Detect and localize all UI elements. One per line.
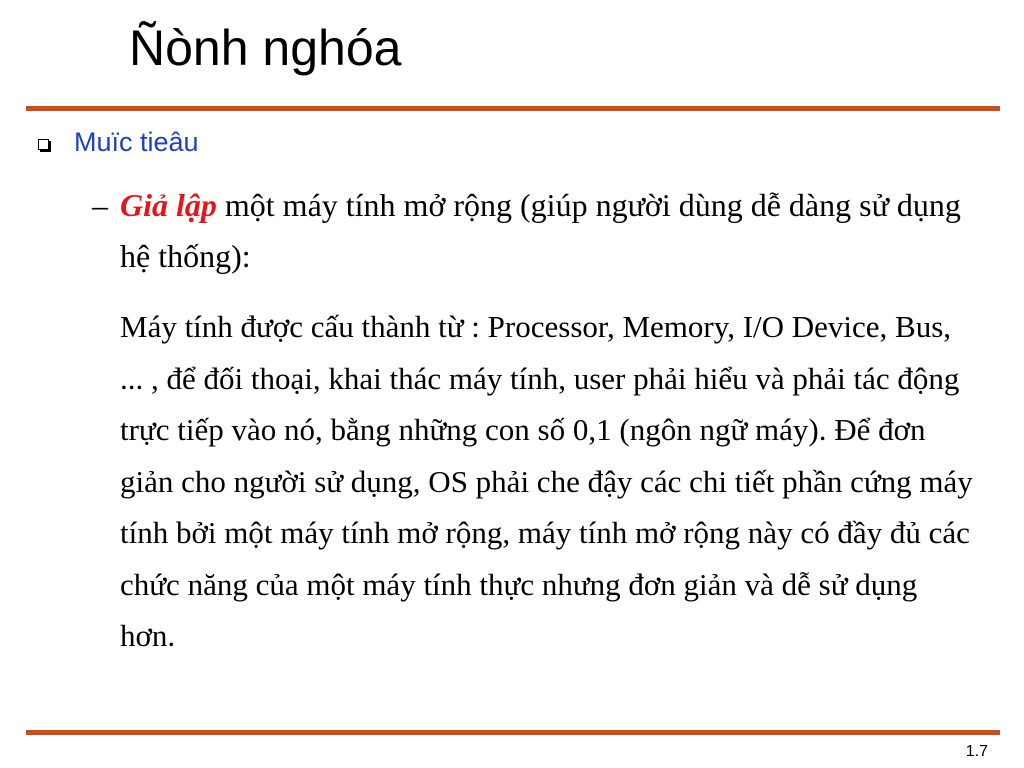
page-number: 1.7 bbox=[965, 743, 988, 760]
bottom-divider bbox=[26, 730, 1000, 735]
bullet-item bbox=[38, 122, 199, 162]
sub-bullet-body: một máy tính mở rộng (giúp người dùng dễ dàng sử dụng hệ thống): bbox=[120, 187, 961, 274]
sub-bullet-text bbox=[120, 180, 972, 282]
square-bullet-icon bbox=[38, 139, 49, 150]
emphasis-text: Giả lập bbox=[120, 187, 217, 223]
body-paragraph: Máy tính được cấu thành từ : Processor, Memory, I/O Device, Bus, ... , để đối thoại, khai thác máy tính, user phải hiểu và phải tác động trực tiếp vào nó, bằng những con số 0,1 (ngôn ngữ máy). Để đơn giản cho người sử dụng, OS phải che đậy các chi tiết phần cứng máy tính bởi một máy tính mở rộng, máy tính mở rộng này có đầy đủ các chức năng của một máy tính thực nhưng đơn giản và dễ sử dụng hơn. bbox=[120, 309, 973, 653]
dash-marker: – bbox=[92, 187, 108, 223]
sub-bullet bbox=[92, 180, 972, 282]
bullet-label: Muïc tieâu bbox=[74, 126, 199, 157]
slide-title: Ñònh nghóa bbox=[129, 20, 402, 76]
top-divider bbox=[26, 106, 1000, 111]
